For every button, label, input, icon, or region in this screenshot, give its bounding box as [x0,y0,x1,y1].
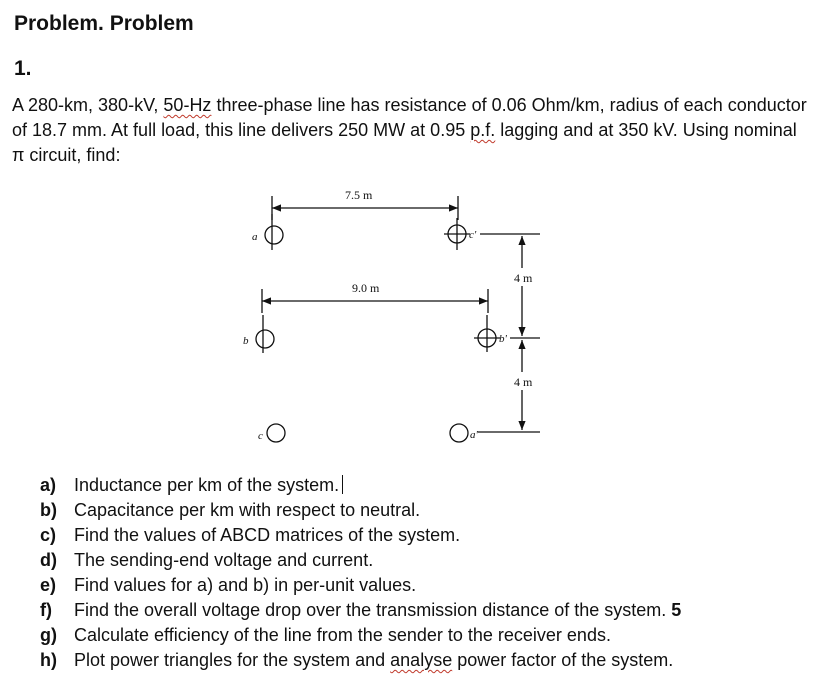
question-list [40,473,830,673]
list-item: h) Plot power triangles for the system and analyse power factor of the system. [40,650,674,670]
label-a-prime: a' [470,429,478,441]
spellcheck-underlined-word: 50-Hz [163,95,212,115]
marks-value: 5 [666,600,682,620]
dimension-label-middle: 9.0 m [352,281,380,295]
problem-number: 1. [14,57,32,80]
label-a: a [252,231,258,243]
document-title: Problem. Problem [14,12,194,35]
dimension-label-vertical-upper: 4 m [514,271,533,285]
dimension-label-vertical-lower: 4 m [514,375,533,389]
list-item: g) Calculate efficiency of the line from the sender to the receiver ends. [40,625,611,645]
problem-statement: A 280-km, 380-kV, 50-Hz three-phase line has resistance of 0.06 Ohm/km, radius of each conductor of 18.7 mm. At full load, this line delivers 250 MW at 0.95 p.f. lagging and at 350 kV. Using nominal π circuit, find: [12,95,807,165]
list-item: b) Capacitance per km with respect to neutral. [40,500,421,520]
list-item: d) The sending-end voltage and current. [40,550,374,570]
conductor-a [265,226,283,244]
spellcheck-underlined-word: p.f. [470,120,496,140]
list-item: f) Find the overall voltage drop over the transmission distance of the system. 5 [40,600,682,620]
conductor-b [256,330,274,348]
label-b-prime: b' [499,333,507,345]
dimension-label-top: 7.5 m [345,188,373,202]
conductor-a-prime [450,424,468,442]
list-item: a) Inductance per km of the system. [40,473,830,498]
list-item: c) Find the values of ABCD matrices of the system. [40,525,461,545]
text-cursor [342,475,343,494]
conductor-c [267,424,285,442]
label-c-prime: c' [469,229,477,241]
label-b: b [243,335,249,347]
label-c: c [258,430,263,442]
conductor-arrangement-figure [0,180,835,470]
spellcheck-underlined-word: analyse [390,650,453,670]
list-item: e) Find values for a) and b) in per-unit values. [40,575,417,595]
